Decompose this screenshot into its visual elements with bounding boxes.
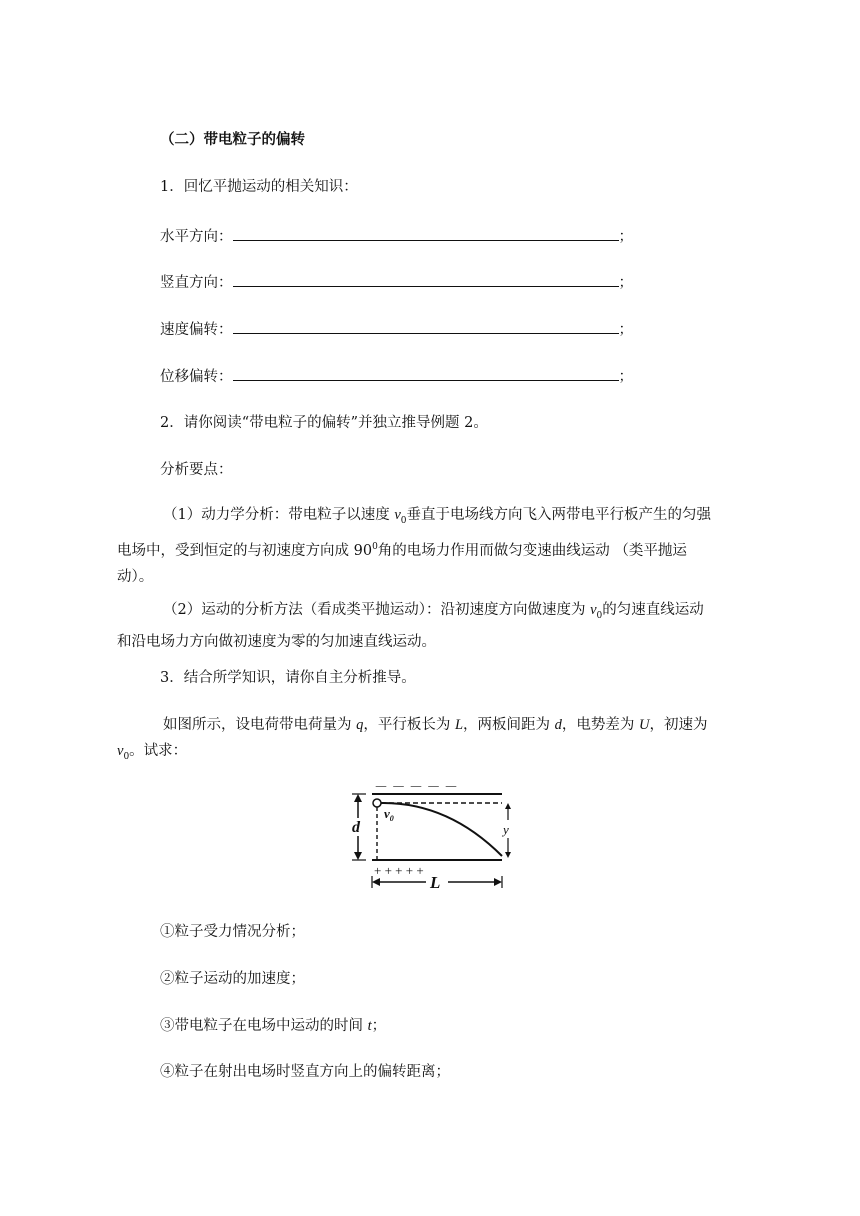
blank-label: 速度偏转： xyxy=(160,322,233,338)
blank-label: 位移偏转： xyxy=(160,369,233,385)
plus-charges: + + + + + xyxy=(374,863,424,878)
particle xyxy=(373,799,381,807)
analysis-heading: 分析要点： xyxy=(160,462,233,478)
blank-displacement-deflection: 位移偏转： ； xyxy=(160,366,633,387)
blank-label: 竖直方向： xyxy=(160,275,233,291)
answer-blank xyxy=(233,319,619,334)
minus-charges: － － － － － xyxy=(374,781,458,796)
label-L: L xyxy=(430,873,441,890)
section-title: （二）带电粒子的偏转 xyxy=(160,131,305,148)
analysis-point-1: （1）动力学分析：带电粒子以速度 $v_0$垂直于电场线方向飞入两带电平行板产生的匀强 电场中，受到恒定的与初速度方向成 $90^0$角的电场力作用而做匀变速曲线运动 （类平抛运 动）。 xyxy=(117,507,712,585)
blank-velocity-deflection: 速度偏转： ； xyxy=(160,319,633,340)
problem-statement: 如图所示，设电荷带电荷量为 q，平行板长为 L，两板间距为 d，电势差为 U，初速为 $v_0$。试求： xyxy=(117,717,708,762)
blank-label: 水平方向： xyxy=(160,229,233,245)
answer-blank xyxy=(233,226,619,241)
item-4: ④粒子在射出电场时竖直方向上的偏转距离； xyxy=(160,1064,450,1080)
question-1-title: 1．回忆平抛运动的相关知识： xyxy=(160,179,358,195)
label-v0: $v_0$ xyxy=(384,806,394,823)
item-3: ③带电粒子在电场中运动的时间 t； xyxy=(160,1018,387,1034)
blank-horizontal: 水平方向： ； xyxy=(160,226,633,247)
analysis-point-2: （2）运动的分析方法（看成类平抛运动）：沿初速度方向做速度为 $v_0$的匀速直线运动 和沿电场力方向做初速度为零的匀加速直线运动。 xyxy=(117,602,704,650)
item-2: ②粒子运动的加速度； xyxy=(160,971,305,987)
label-d: d xyxy=(352,819,360,836)
label-y: y xyxy=(503,822,509,837)
answer-blank xyxy=(233,272,619,287)
blank-vertical: 竖直方向： ； xyxy=(160,272,633,293)
deflection-diagram xyxy=(348,780,512,890)
answer-blank xyxy=(233,366,619,381)
item-1: ①粒子受力情况分析； xyxy=(160,924,305,940)
question-3-title: 3．结合所学知识，请你自主分析推导。 xyxy=(160,670,416,686)
trajectory xyxy=(381,803,502,856)
question-2-title: 2．请你阅读“带电粒子的偏转”并独立推导例题 2。 xyxy=(160,415,488,431)
